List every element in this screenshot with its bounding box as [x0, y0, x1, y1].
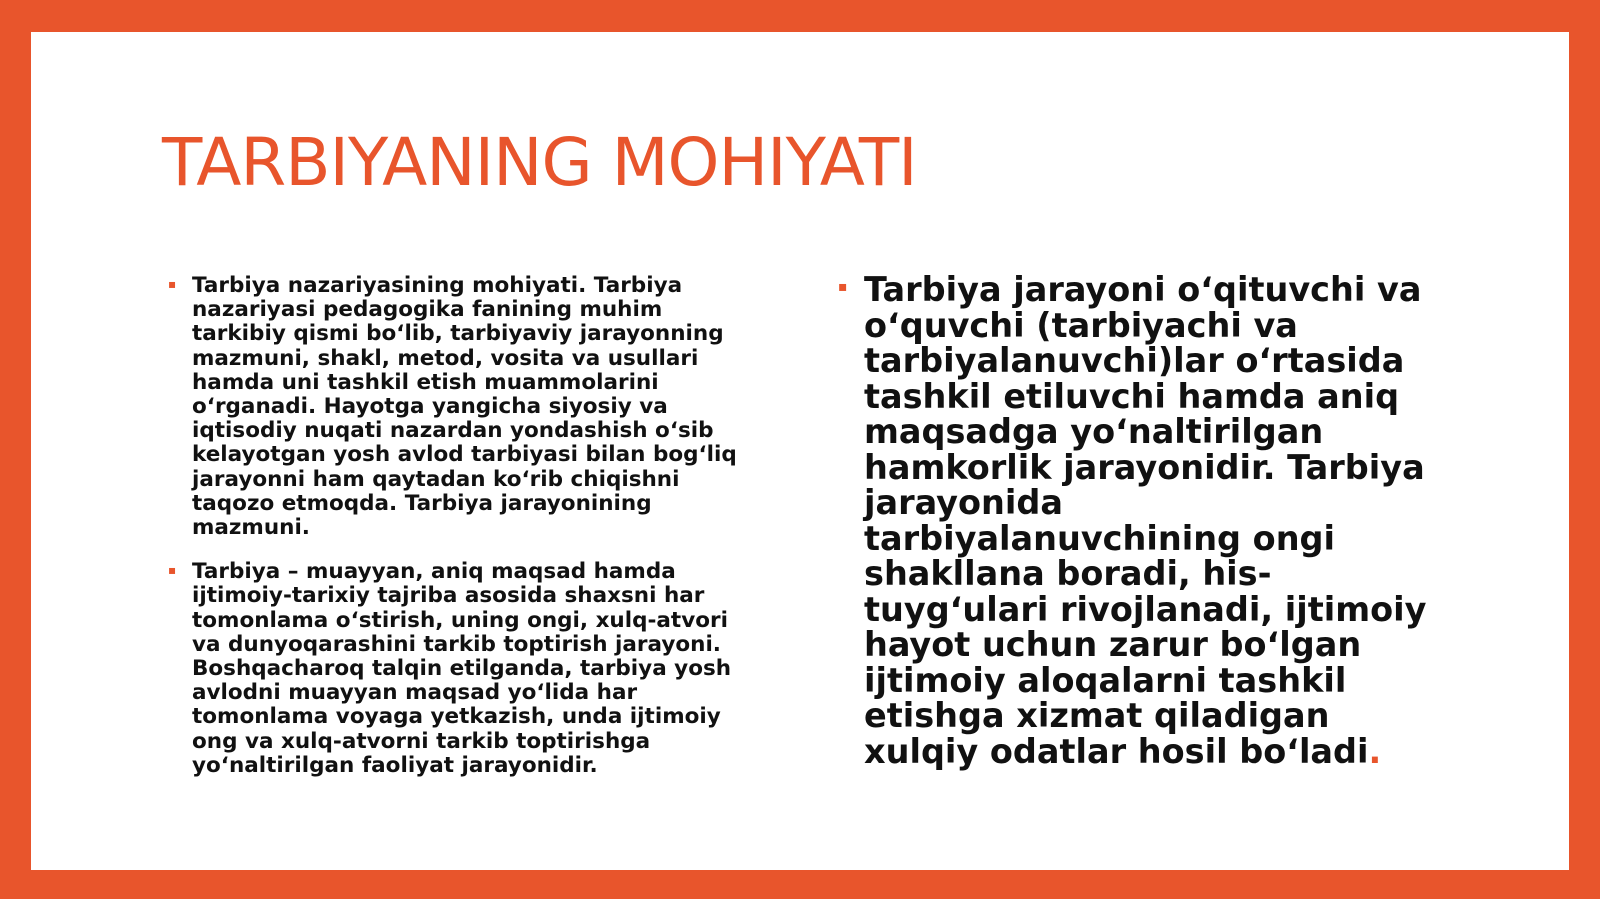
bullet-item [838, 272, 1428, 769]
left-text-column [168, 274, 748, 778]
bullet-text: Tarbiya nazariyasining mohiyati. Tarbiya nazariyasi pedagogika fanining muhim tarkibiy qismi bo‘lib, tarbiyaviy jarayonning mazmuni, shakl, metod, vosita va usullari hamda uni tashkil etish muammolarini o‘rganadi. Hayotga yangicha siyosiy va iqtisodiy nuqati nazardan yondashish o‘sib kelayotgan yosh avlod tarbiyasi bilan bog‘liq jarayonni ham qaytadan ko‘rib chiqishni taqozo etmoqda. Tarbiya jarayonining mazmuni. [192, 273, 737, 541]
bullet-item [168, 274, 748, 540]
bullet-marker-icon: ▪ [168, 563, 177, 578]
bullet-item [168, 560, 748, 778]
right-text-column [838, 272, 1428, 769]
bullet-marker-icon: ▪ [838, 279, 848, 295]
slide-title: TARBIYANING MOHIYATI [162, 124, 917, 201]
slide-canvas [31, 32, 1569, 870]
bullet-marker-icon: ▪ [168, 277, 177, 291]
bullet-text: Tarbiya – muayyan, aniq maqsad hamda ijtimoiy-tarixiy tajriba asosida shaxsni har tomonlama o‘stirish, uning ongi, xulq-atvori va dunyoqarashini tarkib toptirish jarayoni. Boshqacharoq talqin etilganda, tarbiya yosh avlodni muayyan maqsad yo‘lida har tomonlama voyaga yetkazish, unda ijtimoiy ong va xulq-atvorni tarkib toptirishga yo‘naltirilgan faoliyat jarayonidir. [192, 559, 732, 778]
bullet-text: Tarbiya jarayoni o‘qituvchi va o‘quvchi (tarbiyachi va tarbiyalanuvchi)lar o‘rtasida tashkil etiluvchi hamda aniq maqsadga yo‘naltirilgan hamkorlik jarayonidir. Tarbiya jarayonida tarbiyalanuvchining ongi shakllana boradi, his-tuyg‘ulari rivojlanadi, ijtimoiy hayot uchun zarur bo‘lgan ijtimoiy aloqalarni tashkil etishga xizmat qiladigan xulqiy odatlar hosil bo‘ladi [864, 270, 1427, 771]
bullet-end-period: . [1368, 731, 1382, 771]
